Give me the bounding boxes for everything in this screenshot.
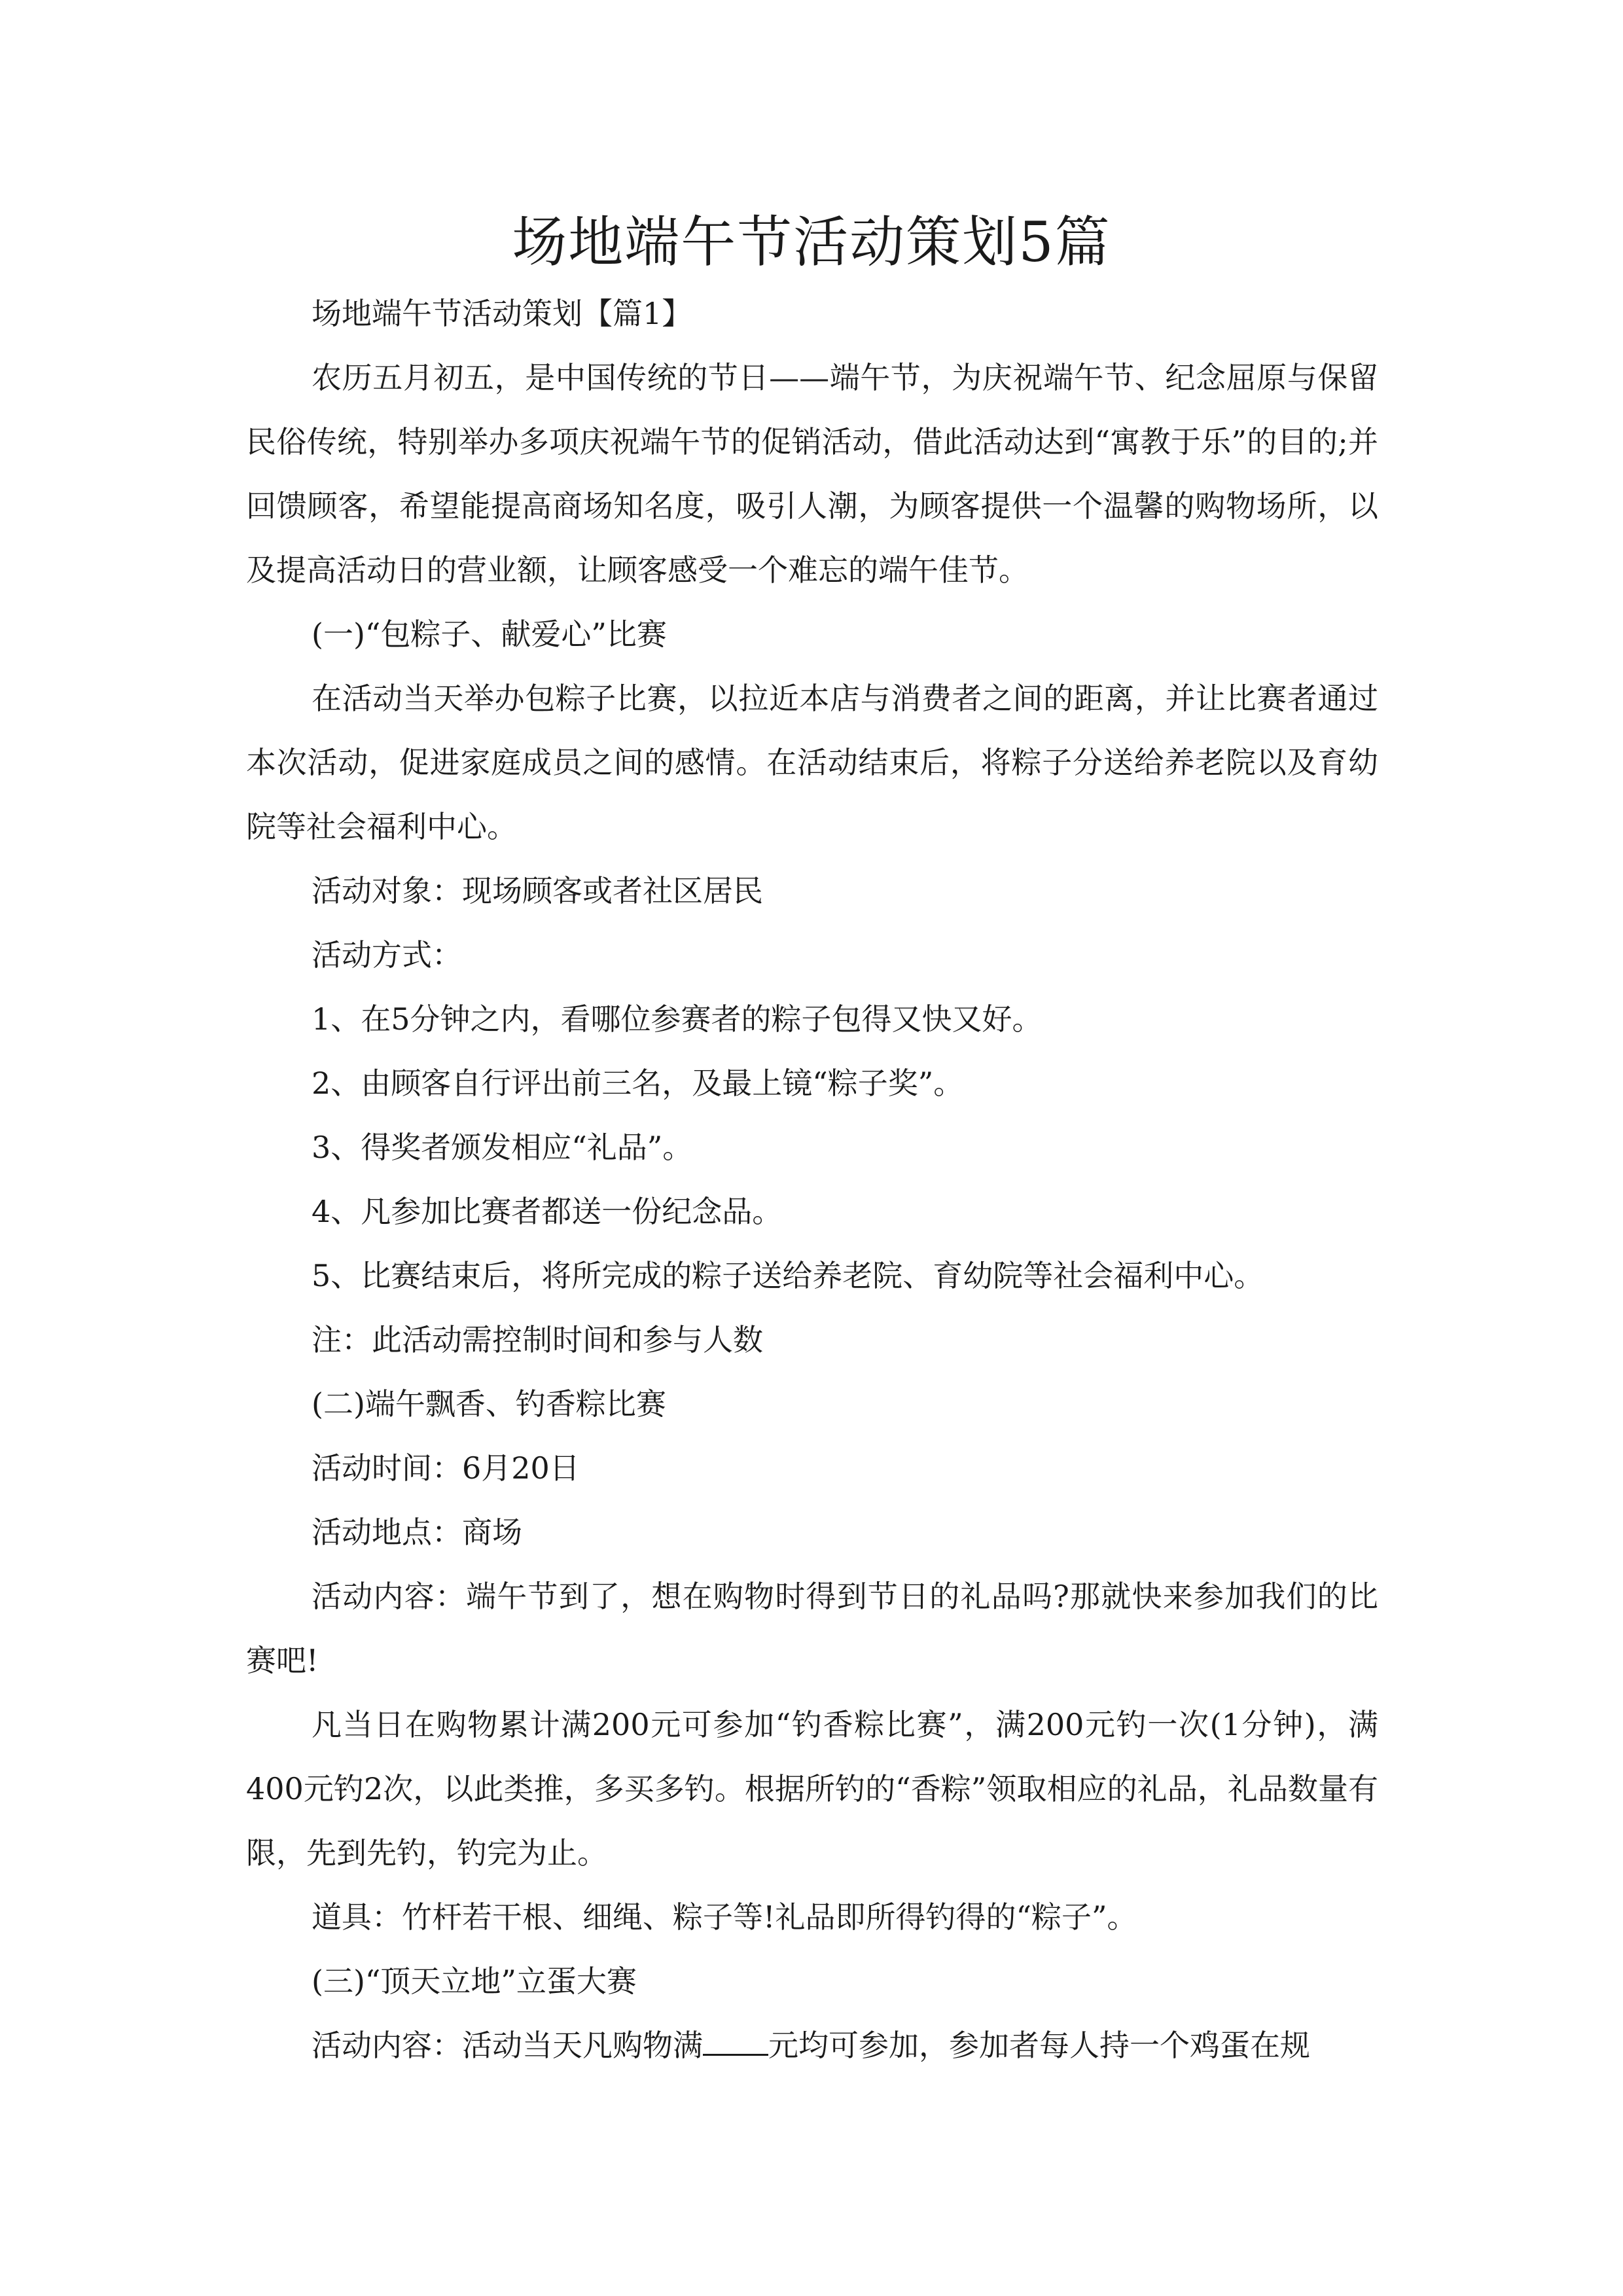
fill-in-blank <box>703 2024 768 2056</box>
document-title: 场地端午节活动策划5篇 <box>512 210 1111 274</box>
list-item: 3、得奖者颁发相应“礼品”。 <box>312 1130 693 1165</box>
paragraph-text-end: 元均可参加，参加者每人持一个鸡蛋在规 <box>768 2028 1310 2063</box>
subsection-heading: (三)“顶天立地”立蛋大赛 <box>312 1964 637 1999</box>
paragraph: 活动对象：现场顾客或者社区居民 <box>312 873 763 908</box>
list-item: 5、比赛结束后，将所完成的粽子送给养老院、育幼院等社会福利中心。 <box>312 1258 1264 1293</box>
list-item: 4、凡参加比赛者都送一份纪念品。 <box>312 1194 783 1229</box>
paragraph: 凡当日在购物累计满200元可参加“钓香粽比赛”，满200元钓一次(1分钟)，满400元钓2次，以此类推，多买多钓。根据所钓的“香粽”领取相应的礼品，礼品数量有限，先到先钓，钓完为止。 <box>246 1707 1378 1871</box>
paragraph: 活动时间：6月20日 <box>312 1450 580 1486</box>
paragraph: 活动内容：端午节到了，想在购物时得到节日的礼品吗?那就快来参加我们的比赛吧! <box>246 1579 1378 1678</box>
list-item: 1、在5分钟之内，看哪位参赛者的粽子包得又快又好。 <box>312 1001 1043 1037</box>
subsection-heading: (二)端午飘香、钓香粽比赛 <box>312 1386 666 1422</box>
note: 注：此活动需控制时间和参与人数 <box>312 1322 763 1357</box>
paragraph-text-start: 活动内容：活动当天凡购物满 <box>312 2028 703 2063</box>
subsection-heading: (一)“包粽子、献爱心”比赛 <box>312 617 667 652</box>
document-body <box>246 281 1378 2077</box>
paragraph: 活动方式： <box>312 937 462 973</box>
paragraph <box>246 2013 1378 2077</box>
section-heading: 场地端午节活动策划【篇1】 <box>312 296 692 331</box>
paragraph: 在活动当天举办包粽子比赛，以拉近本店与消费者之间的距离，并让比赛者通过本次活动，促进家庭成员之间的感情。在活动结束后，将粽子分送给养老院以及育幼院等社会福利中心。 <box>246 681 1378 844</box>
paragraph: 活动地点：商场 <box>312 1515 522 1550</box>
paragraph: 农历五月初五，是中国传统的节日——端午节，为庆祝端午节、纪念屈原与保留民俗传统，特别举办多项庆祝端午节的促销活动，借此活动达到“寓教于乐”的目的;并回馈顾客，希望能提高商场知名度，吸引人潮，为顾客提供一个温馨的购物场所，以及提高活动日的营业额，让顾客感受一个难忘的端午佳节。 <box>246 360 1378 588</box>
paragraph: 道具：竹杆若干根、细绳、粽子等!礼品即所得钓得的“粽子”。 <box>312 1899 1137 1935</box>
list-item: 2、由顾客自行评出前三名，及最上镜“粽子奖”。 <box>312 1066 964 1101</box>
